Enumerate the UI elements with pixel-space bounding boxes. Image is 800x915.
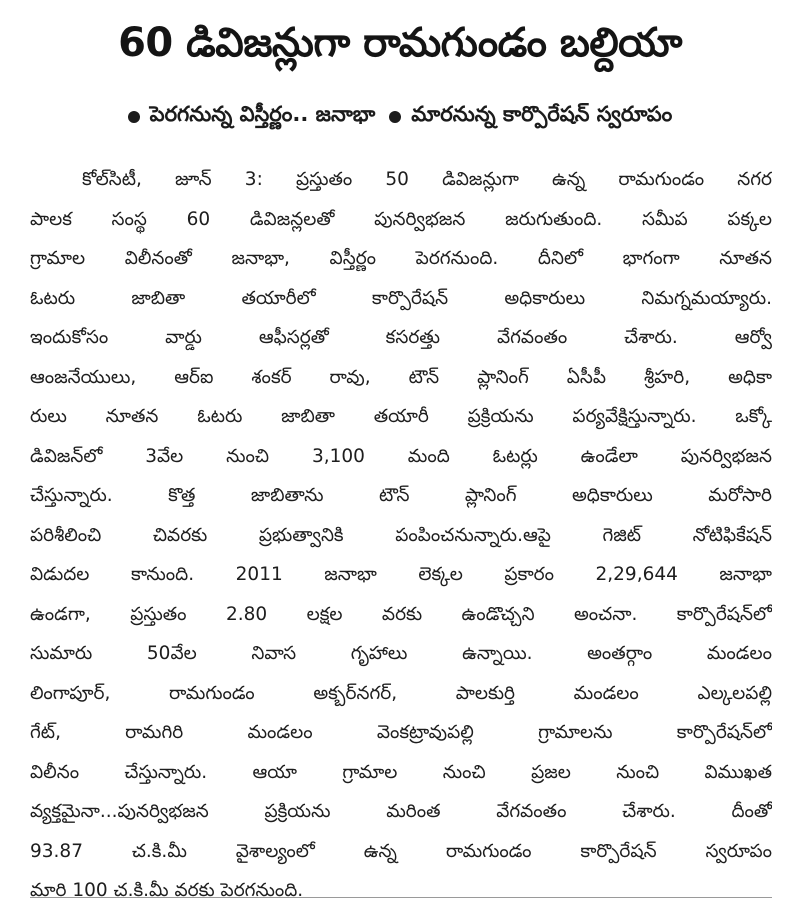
body-line: గ్రామాల విలీనంతో జనాభా, విస్తీర్ణం పెరగనుంది. దీనిలో భాగంగా నూతన: [30, 248, 772, 269]
body-line: వ్యక్తమైనా...పునర్విభజన ప్రక్రియను మరింత వేగవంతం చేశారు. దీంతో: [30, 801, 772, 822]
bullet-icon: [389, 111, 401, 123]
subheadline-row: [25, 92, 775, 142]
body-line: కోల్‌సిటీ, జూన్ 3: ప్రస్తుతం 50 డివిజన్లుగా ఉన్న రామగుండం నగర: [82, 169, 772, 190]
body-line: చేస్తున్నారు. కొత్త జాబితాను టౌన్ ప్లానింగ్ అధికారులు మరోసారి: [30, 485, 772, 506]
article-body: [30, 160, 772, 911]
body-line: ఓటరు జాబితా తయారీలో కార్పొరేషన్ అధికారులు నిమగ్నమయ్యారు.: [30, 287, 772, 309]
subheadline-text: మారనున్న కార్పొరేషన్ స్వరూపం: [411, 102, 673, 126]
body-line: లింగాపూర్, రామగుండం అక్బర్‌నగర్, పాలకుర్తి మండలం ఎల్కలపల్లి: [30, 682, 772, 704]
subheadline: [128, 102, 376, 132]
body-line: ఉండగా, ప్రస్తుతం 2.80 లక్షల వరకు ఉండొచ్చని అంచనా. కార్పొరేషన్‌లో: [30, 603, 772, 625]
body-line: డివిజన్‌లో 3వేల నుంచి 3,100 మంది ఓటర్లు ఉండేలా పునర్విభజన: [30, 445, 772, 467]
body-line: విడుదల కానుంది. 2011 జనాభా లెక్కల ప్రకారం 2,29,644 జనాభా: [30, 564, 772, 585]
body-line: విలీనం చేస్తున్నారు. ఆయా గ్రామాల నుంచి ప్రజల నుంచి విముఖత: [30, 761, 772, 783]
body-line: ఇందుకోసం వార్డు ఆఫీసర్లతో కసరత్తు వేగవంతం చేశారు. ఆర్వో: [30, 327, 772, 348]
body-line: పరిశీలించి చివరకు ప్రభుత్వానికి పంపించనున్నారు.ఆపై గెజిట్ నోటిఫికేషన్: [30, 524, 772, 546]
subheadline: [389, 102, 672, 132]
bottom-divider: [30, 897, 772, 898]
body-line: రులు నూతన ఓటరు జాబితా తయారీ ప్రక్రియను పర్యవేక్షిస్తున్నారు. ఒక్కో: [30, 406, 772, 427]
subheadline-text: పెరగనున్న విస్తీర్ణం.. జనాభా: [149, 102, 376, 126]
headline: 60 డివిజన్లుగా రామగుండం బల్దియా: [118, 20, 682, 66]
body-line: ఆంజనేయులు, ఆర్ఐ శంకర్ రావు, టౌన్ ప్లానింగ్ ఏసీపీ శ్రీహరి, అధికా: [30, 366, 772, 388]
body-line: గేట్, రామగిరి మండలం వెంకట్రావుపల్లి గ్రామాలను కార్పొరేషన్‌లో: [30, 722, 772, 743]
body-line: 93.87 చ.కి.మీ వైశాల్యంలో ఉన్న రామగుండం కార్పొరేషన్ స్వరూపం: [30, 840, 772, 862]
bullet-icon: [128, 111, 140, 123]
body-line: మారి 100 చ.కి.మీ వరకు పెరగనుంది.: [30, 880, 304, 901]
body-line: పాలక సంస్థ 60 డివిజన్లలతో పునర్విభజన జరుగుతుంది. సమీప పక్కల: [30, 208, 772, 230]
body-line: సుమారు 50వేల నివాస గృహాలు ఉన్నాయి. అంతర్గాం మండలం: [30, 643, 772, 664]
